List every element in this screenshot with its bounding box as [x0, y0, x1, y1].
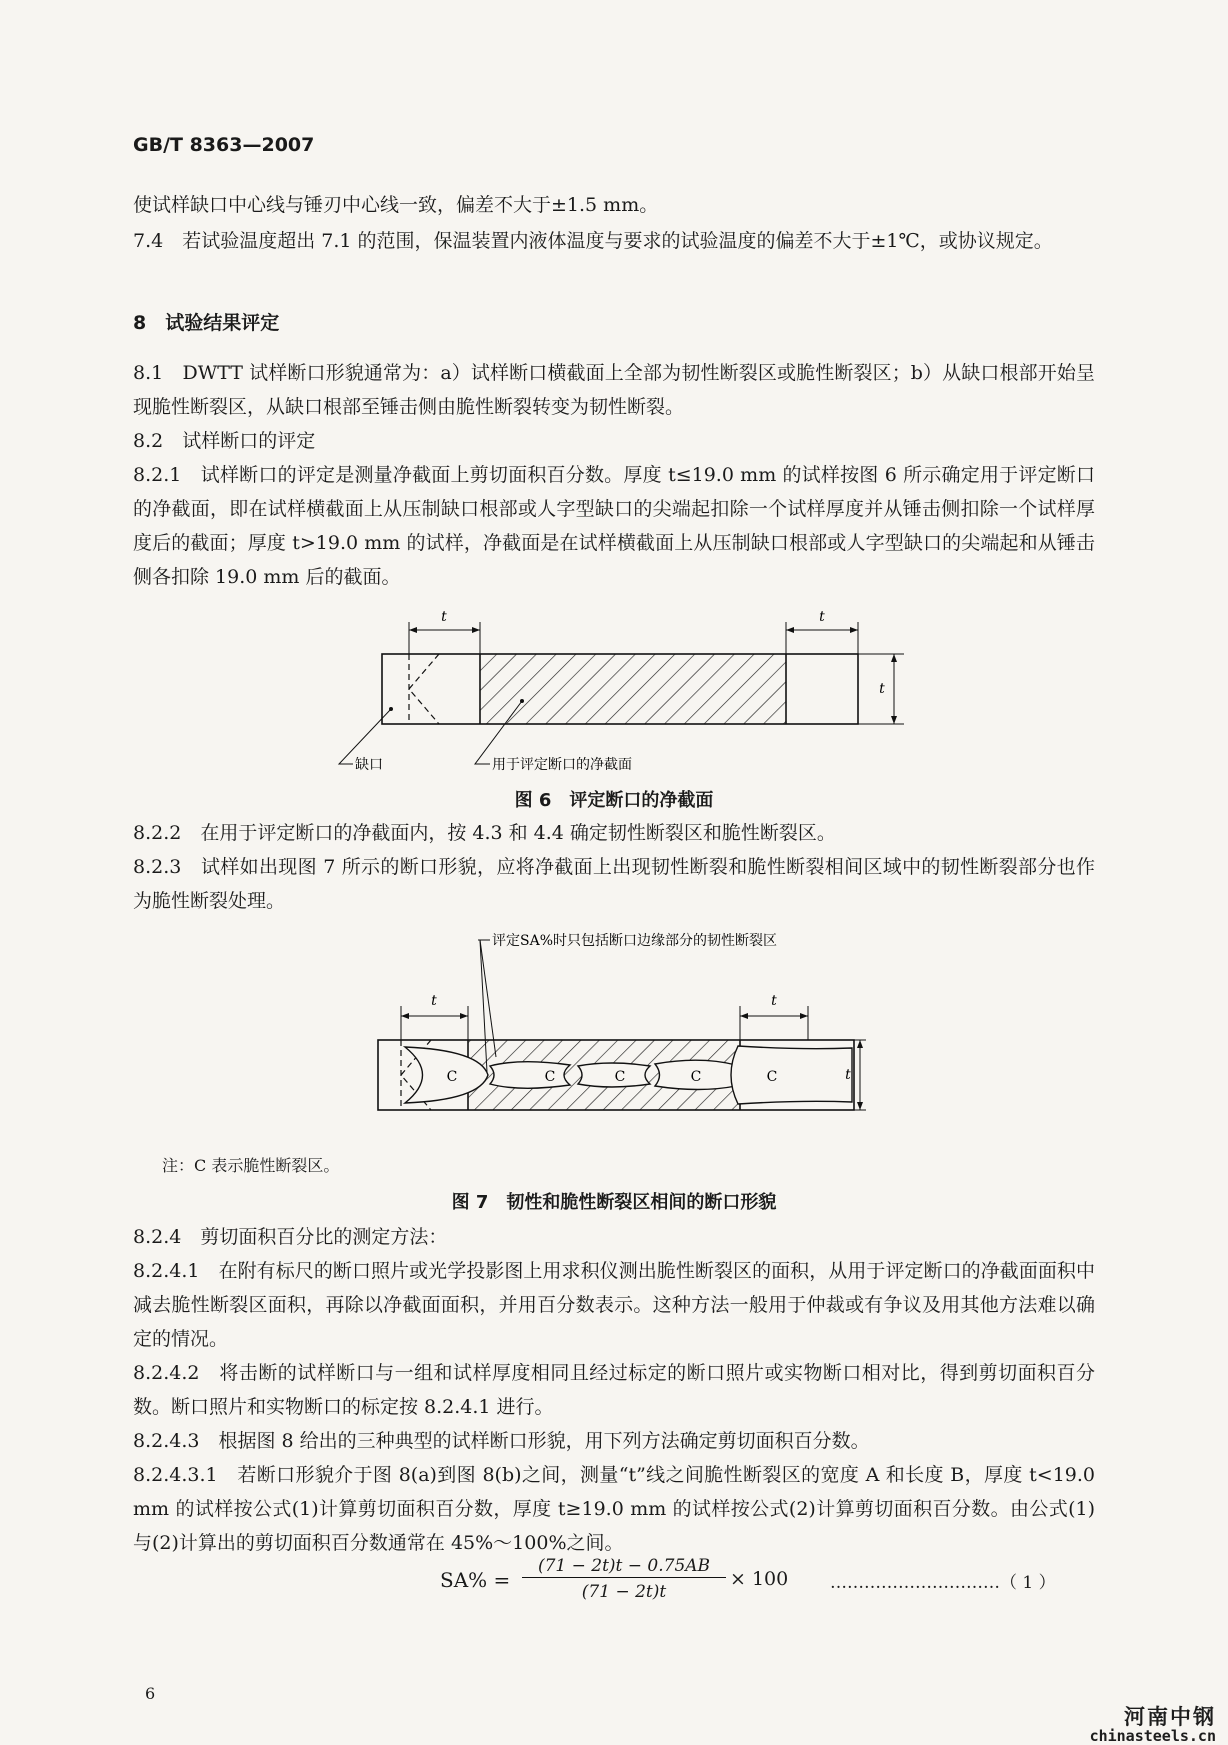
paragraph-8-2-3: 8.2.3 试样如出现图 7 所示的断口形貌，应将净截面上出现韧性断裂和脆性断裂相间区域中的韧性断裂部分也作为脆性断裂处理。: [133, 856, 1095, 912]
fig7-dimension-t-vertical: t: [845, 1067, 851, 1083]
label-c-3: C: [614, 1069, 626, 1085]
paragraph-8-2-4: 8.2.4 剪切面积百分比的测定方法：: [133, 1226, 448, 1248]
dimension-t-top-right: t: [819, 609, 825, 625]
paragraph-8-1: 8.1 DWTT 试样断口形貌通常为：a）试样断口横截面上全部为韧性断裂区或脆性断裂区；b）从缺口根部开始呈现脆性断裂区，从缺口根部至锤击侧由脆性断裂转变为韧性断裂。: [133, 362, 1095, 418]
watermark-line1: 河南中钢: [1124, 1705, 1216, 1729]
brittle-zone-right: [731, 1046, 852, 1104]
watermark: [1090, 1706, 1216, 1744]
figure-7-diagram: [0, 922, 1228, 1112]
figure-6-caption: 图 6 评定断口的净截面: [514, 790, 714, 811]
formula-denominator: (71 − 2t)t: [581, 1582, 667, 1602]
fig7-dimension-t-right: t: [771, 993, 777, 1009]
paragraph-8-2: 8.2 试样断口的评定: [133, 430, 316, 452]
formula-numerator: (71 − 2t)t − 0.75AB: [522, 1556, 726, 1578]
paragraph-8-2-4-2: 8.2.4.2 将击断的试样断口与一组和试样厚度相同且经过标定的断口照片或实物断口相对比，得到剪切面积百分数。断口照片和实物断口的标定按 8.2.4.1 进行。: [133, 1362, 1095, 1418]
dimension-t-left: t: [441, 609, 447, 625]
figure-7-caption: 图 7 韧性和脆性断裂区相间的断口形貌: [451, 1192, 777, 1213]
section-8-heading: 8 试验结果评定: [133, 312, 280, 334]
label-net-section: 用于评定断口的净截面: [492, 757, 632, 773]
paragraph-8-2-4-3: 8.2.4.3 根据图 8 给出的三种典型的试样断口形貌，用下列方法确定剪切面积百分数。: [133, 1430, 870, 1452]
paragraph-8-2-1: 8.2.1 试样断口的评定是测量净截面上剪切面积百分数。厚度 t≤19.0 mm 的试样按图 6 所示确定用于评定断口的净截面，即在试样横截面上从压制缺口根部或人字型缺口的尖端起扣除一个试样厚度并从锤击侧扣除一个试样厚度后的截面；厚度 t>19.0 mm 的试样，净截面是在试样横截面上从压制缺口根部或人字型缺口的尖端起和从锤击侧各扣除 19.0 mm 后的截面。: [133, 464, 1095, 588]
figure-7-note: 注：C 表示脆性断裂区。: [162, 1156, 340, 1175]
label-c-4: C: [690, 1069, 702, 1085]
paragraph-7-4: 7.4 若试验温度超出 7.1 的范围，保温装置内液体温度与要求的试验温度的偏差不大于±1℃，或协议规定。: [133, 230, 1053, 252]
label-c-1: C: [446, 1069, 458, 1085]
standard-number: GB/T 8363—2007: [133, 134, 315, 156]
formula-number: …………………………（ 1 ）: [830, 1573, 1056, 1593]
dimension-t-vertical: t: [879, 681, 885, 697]
label-c-5: C: [766, 1069, 778, 1085]
callout-text: 评定SA%时只包括断口边缘部分的韧性断裂区: [492, 933, 778, 949]
paragraph-continuation: 使试样缺口中心线与锤刃中心线一致，偏差不大于±1.5 mm。: [133, 194, 659, 216]
formula-times: × 100: [730, 1568, 789, 1590]
page-number: 6: [145, 1684, 156, 1703]
label-notch: 缺口: [355, 757, 383, 773]
fig7-dimension-t-left: t: [431, 993, 437, 1009]
label-c-2: C: [544, 1069, 556, 1085]
paragraph-8-2-4-3-1: 8.2.4.3.1 若断口形貌介于图 8(a)到图 8(b)之间，测量“t”线之间脆性断裂区的宽度 A 和长度 B，厚度 t<19.0 mm 的试样按公式(1)计算剪切面积百分数，厚度 t≥19.0 mm 的试样按公式(2)计算剪切面积百分数。由公式(1)与(2)计算出的剪切面积百分数通常在 45%～100%之间。: [133, 1464, 1095, 1554]
formula-lhs: SA% =: [440, 1568, 511, 1592]
figure-6-diagram: [0, 596, 1228, 786]
paragraph-8-2-2: 8.2.2 在用于评定断口的净截面内，按 4.3 和 4.4 确定韧性断裂区和脆性断裂区。: [133, 822, 836, 844]
paragraph-8-2-4-1: 8.2.4.1 在附有标尺的断口照片或光学投影图上用求积仪测出脆性断裂区的面积，从用于评定断口的净截面面积中减去脆性断裂区面积，再除以净截面面积，并用百分数表示。这种方法一般用于仲裁或有争议及用其他方法难以确定的情况。: [133, 1260, 1095, 1350]
net-section-hatch: [480, 654, 786, 724]
formula-1: [0, 1556, 1228, 1606]
chevron-notch: [409, 654, 439, 724]
brittle-zone-middle-1: [490, 1062, 570, 1089]
watermark-line2: chinasteels.cn: [1089, 1727, 1216, 1745]
